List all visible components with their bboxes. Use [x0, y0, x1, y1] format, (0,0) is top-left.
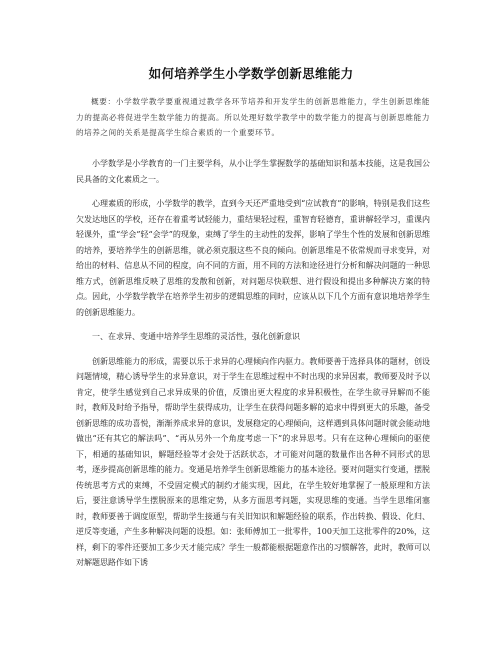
body-paragraph-background: 心理素质的形成，小学数学的教学，直到今天还严重地受到“应试教育”的影响，特别是我们这些欠发达地区的学校，还存在着重考试轻能力，重结果轻过程，重智育轻德育，重讲解轻学习，重课内轻课外，重“学会”轻“会学”的现象，束缚了学生的主动性的发挥，影响了学生个性的发展和创新思维的培养，要培养学生的创新思维，就必须克服这些不良的倾向。创新思维是不依常规而寻求变异，对给出的材料、信息从不同的程度，向不同的方面，用不同的方法和途径进行分析和解决问题的一种思维方式，创新思维反映了思维的发散和创新，对问题尽快联想、进行假设和提出多种解决方案的特点。因此，小学数学教学在培养学生初步的逻辑思维的同时，应该从以下几个方面有意识地培养学生的创新思维能力。 — [76, 199, 430, 317]
document-title: 如何培养学生小学数学创新思维能力 — [148, 66, 354, 81]
document-abstract: 概要：小学数学教学要重视通过教学各环节培养和开发学生的创新思维能力，学生创新思维能力的提高必将促进学生数学能力的提高。所以处理好数学教学中的数学能力的提高与创新思维能力的培养之间的关系是提高学生综合素质的一个重要环节。 — [76, 97, 430, 137]
document-body — [76, 156, 430, 571]
body-paragraph-section-1: 创新思维能力的形成，需要以乐于求异的心理倾向作内驱力。教师要善于选择具体的题材，创设问题情境，精心诱导学生的求异意识，对于学生在思维过程中不时出现的求异因素，教师要及时予以肯定，使学生感觉到自己求异成果的价值，反馈出更大程度的求异积极性，在学生欲寻异解而不能时，教师及时给予指导，帮助学生获得成功，让学生在获得问题多解的追求中得到更大的乐趣，备受创新思维的成功喜悦，渐渐养成求异的意识，发展稳定的心理倾向，这样遇到具体问题时就会能动地做出“还有其它的解法吗”、“再从另外一个角度考虑一下”的求异思考。只有在这种心理倾向的驱使下，相通的基础知识，解题经验等才会处于活跃状态，才可能对问题的数量作出各种不同形式的思考，逐步提高创新思维的能力。变通是培养学生创新思维能力的基本途径。要对问题实行变通，摆脱传统思考方式的束缚，不受固定模式的制约才能实现，因此，在学生较好地掌握了一般原理和方法后，要注意诱导学生摆脱原来的思维定势，从多方面思考问题，实现思维的变通。当学生思维闭塞时，教师要善于调度原型，帮助学生接通与有关旧知识和解题经验的联系，作出转换、假设、化归、逆反等变通，产生多种解决问题的设想。如：张师傅加工一批零件，100天加工这批零件的20%，这样，剩下的零件还要加工多少天才能完成？学生一般都能根据题意作出的习惯解答，此时，教师可以对解题思路作如下诱 — [76, 356, 430, 567]
body-paragraph-intro: 小学数学是小学教育的一门主要学科，从小让学生掌握数学的基础知识和基本技能，这是我国公民具备的文化素质之一。 — [76, 159, 430, 184]
section-heading-1: 一、在求异、变通中培养学生思维的灵活性，强化创新意识 — [92, 332, 300, 341]
